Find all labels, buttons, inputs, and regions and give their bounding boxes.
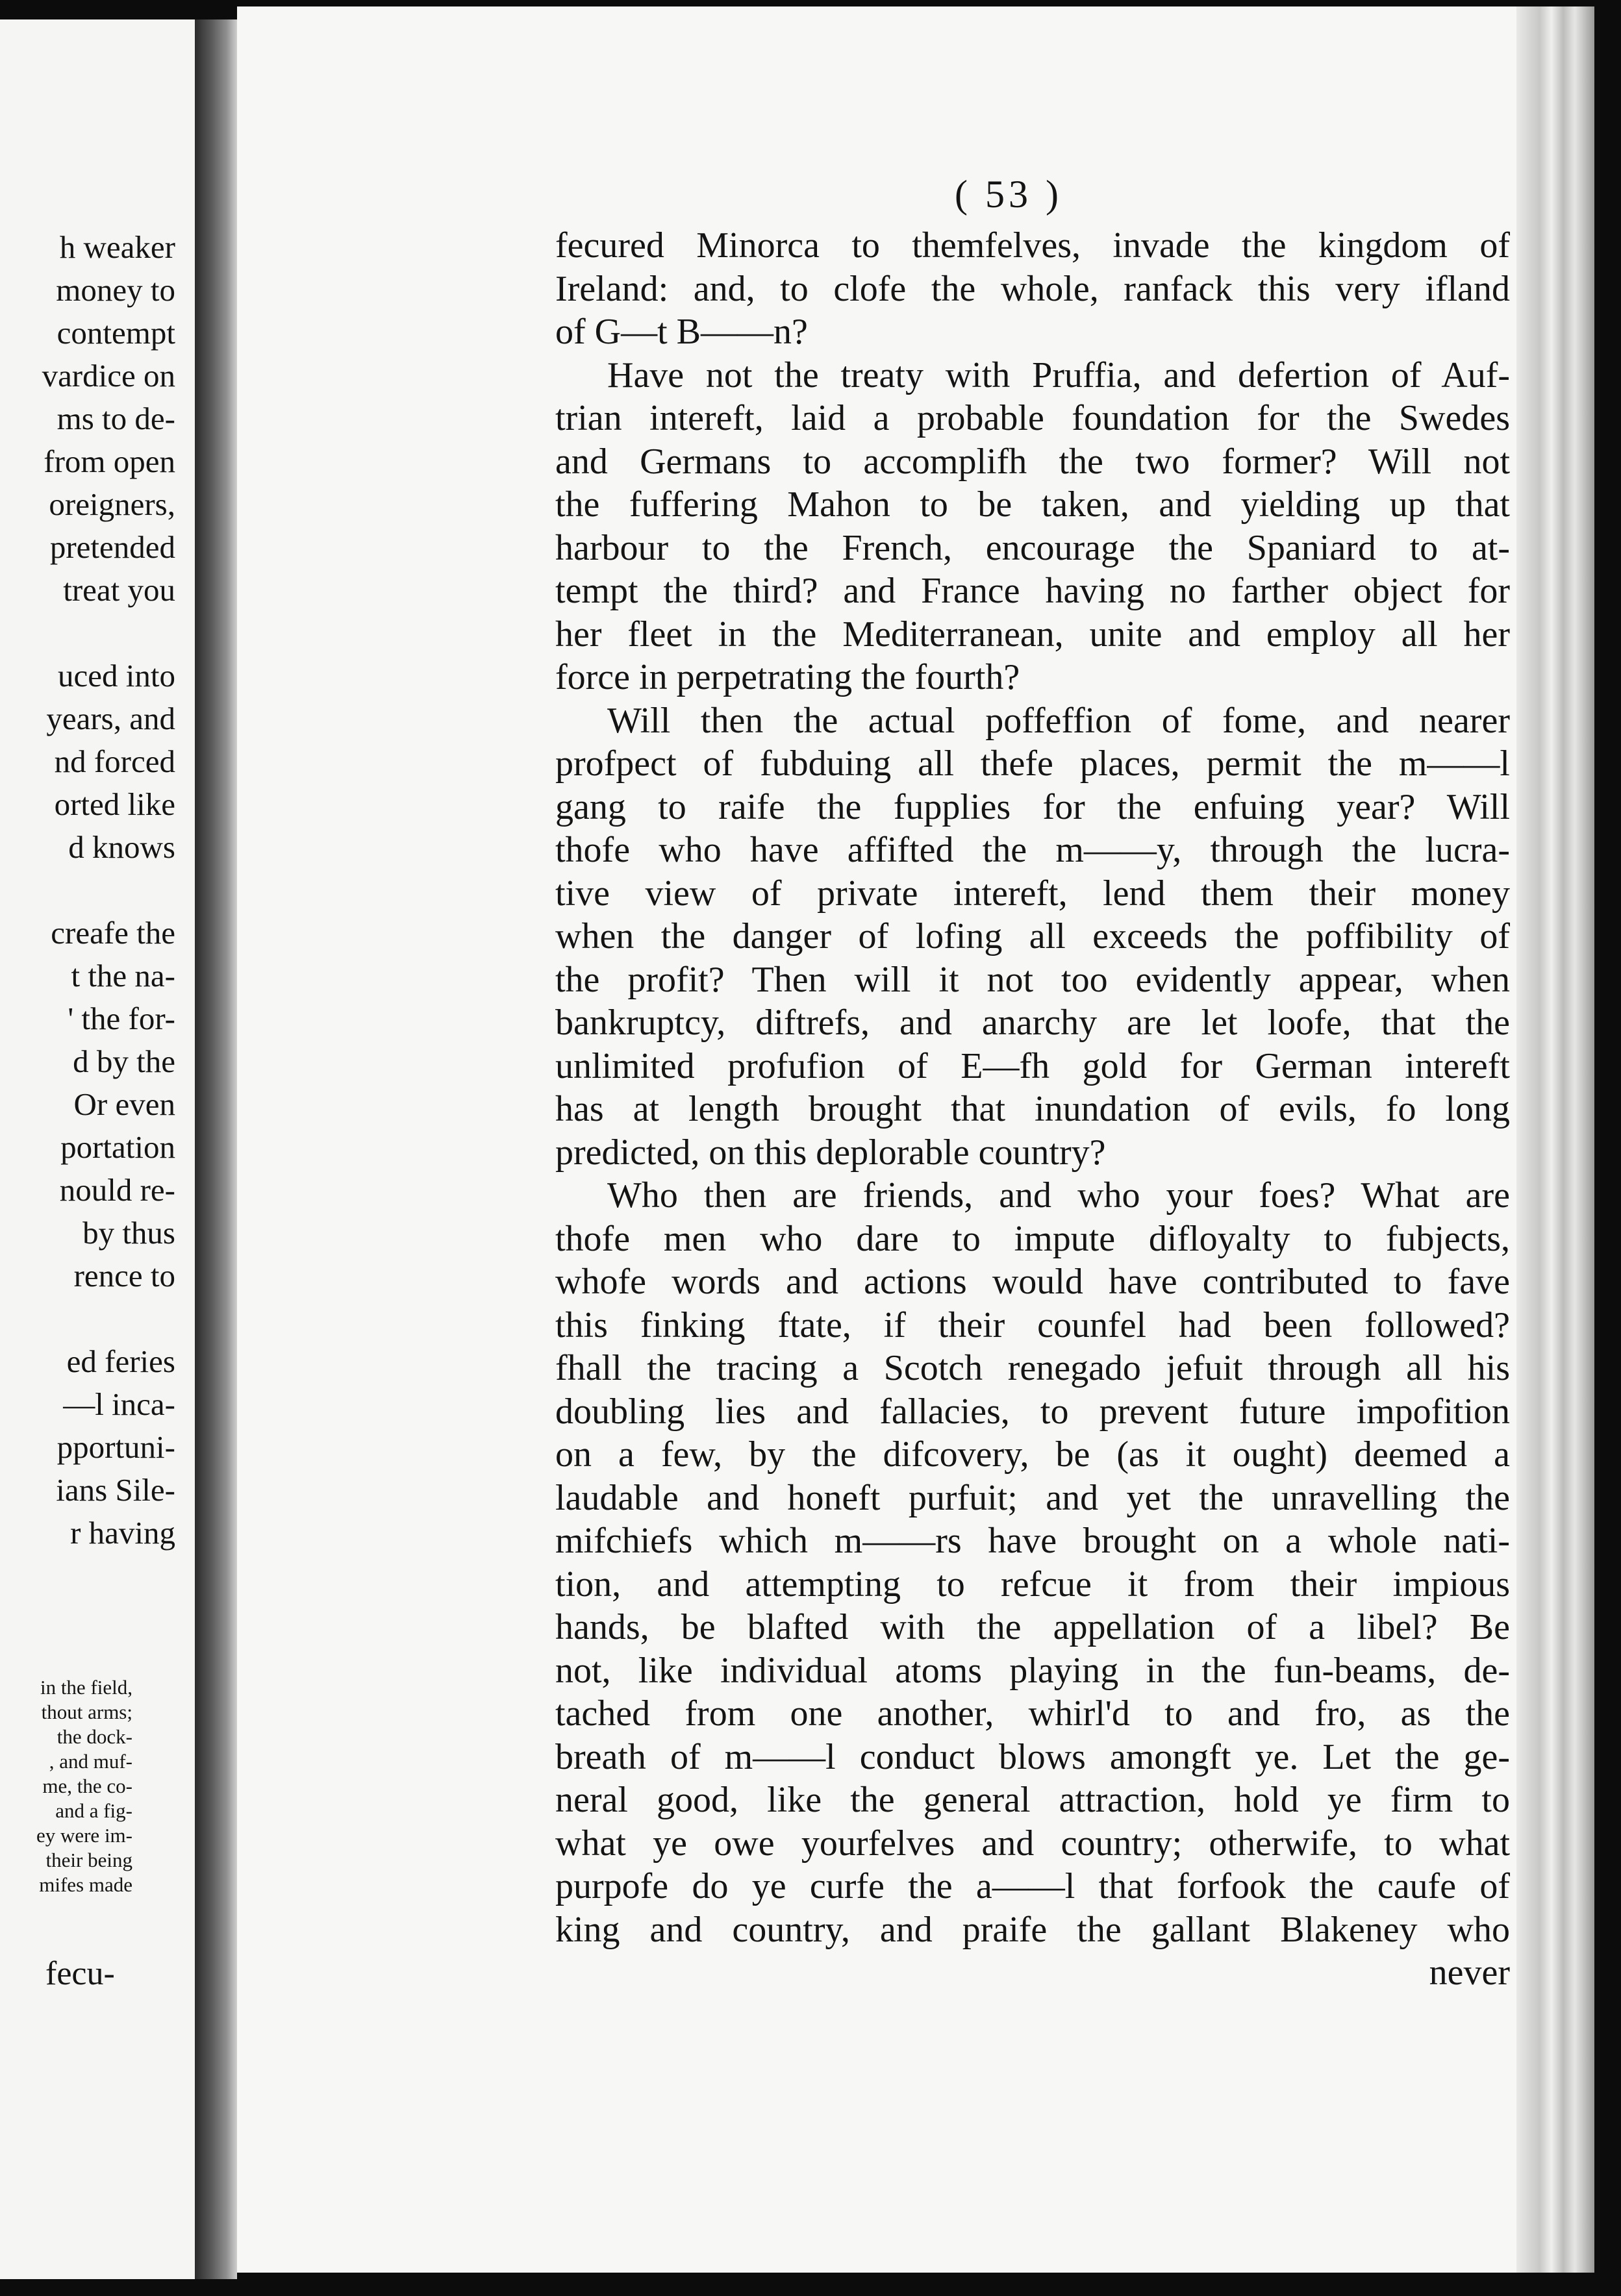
facing-page-line: nd forced bbox=[54, 743, 175, 779]
text-line: what ye owe yourfelves and country; otherwife, to what bbox=[555, 1823, 1510, 1864]
facing-page-line: pretended bbox=[49, 529, 175, 565]
facing-page-line: —l inca- bbox=[63, 1386, 175, 1422]
text-line: Who then are friends, and who your foes? What are bbox=[607, 1175, 1510, 1216]
facing-page-line: years, and bbox=[46, 701, 175, 736]
text-line: gang to raife the fupplies for the enfuing year? Will bbox=[555, 786, 1510, 827]
facing-page-line: d by the bbox=[73, 1043, 175, 1079]
facing-page-line: from open bbox=[44, 443, 175, 479]
facing-page-line bbox=[0, 1297, 175, 1340]
facing-page-line: treat you bbox=[63, 572, 175, 608]
text-line: profpect of fubduing all thefe places, permit the m——l bbox=[555, 743, 1510, 784]
text-line: neral good, like the general attraction, hold ye firm to bbox=[555, 1780, 1510, 1820]
facing-page-line: ' the for- bbox=[68, 1001, 175, 1036]
facing-page-line: r having bbox=[70, 1515, 175, 1551]
facing-page-catchword: fecu- bbox=[45, 1955, 115, 1992]
facing-page-line: creafe the bbox=[51, 915, 175, 951]
text-line: tached from one another, whirl'd to and fro, as the bbox=[555, 1693, 1510, 1734]
facing-page bbox=[0, 19, 195, 2279]
text-line: has at length brought that inundation of evils, fo long bbox=[555, 1089, 1510, 1129]
body-text bbox=[555, 224, 1510, 1995]
facing-page-line: orted like bbox=[54, 786, 175, 822]
facing-page-line: vardice on bbox=[42, 358, 175, 393]
text-line: purpofe do ye curfe the a——l that forfook the caufe of bbox=[555, 1866, 1510, 1906]
text-line: the fuffering Mahon to be taken, and yielding up that bbox=[555, 484, 1510, 525]
text-line: breath of m——l conduct blows amongft ye. Let the ge- bbox=[555, 1736, 1510, 1777]
text-line: mifchiefs which m——rs have brought on a whole nati- bbox=[555, 1521, 1510, 1561]
text-line: whofe words and actions would have contributed to fave bbox=[555, 1262, 1510, 1302]
facing-page-line: ms to de- bbox=[57, 401, 175, 436]
text-line: the profit? Then will it not too evidently appear, when bbox=[555, 959, 1510, 1000]
catchword: never bbox=[1429, 1953, 1510, 1993]
facing-footnote-line: in the field, bbox=[40, 1676, 132, 1699]
facing-page-line: rence to bbox=[73, 1258, 175, 1293]
facing-page-line bbox=[0, 869, 175, 912]
facing-footnote-line: , and muf- bbox=[49, 1750, 132, 1773]
text-line: tion, and attempting to refcue it from their impious bbox=[555, 1564, 1510, 1604]
facing-page-line: pportuni- bbox=[57, 1429, 175, 1465]
text-line: fhall the tracing a Scotch renegado jefuit through all his bbox=[555, 1348, 1510, 1388]
text-line: tive view of private intereft, lend them their money bbox=[555, 873, 1510, 914]
facing-page-line: money to bbox=[56, 272, 175, 308]
text-line: and Germans to accomplifh the two former? Will not bbox=[555, 441, 1510, 482]
facing-footnote-line: the dock- bbox=[57, 1725, 132, 1748]
book-page bbox=[237, 6, 1516, 2273]
facing-page-line: by thus bbox=[82, 1215, 175, 1251]
facing-page-line: portation bbox=[60, 1129, 175, 1165]
page-edges bbox=[1516, 6, 1594, 2273]
facing-footnote-line: me, the co- bbox=[42, 1775, 132, 1797]
facing-page-line: nould re- bbox=[59, 1172, 175, 1208]
facing-footnote-line: their being bbox=[45, 1849, 132, 1871]
text-line: thofe men who dare to impute difloyalty to fubjects, bbox=[555, 1218, 1510, 1259]
text-line: on a few, by the difcovery, be (as it ought) deemed a bbox=[555, 1434, 1510, 1475]
text-line: laudable and honeft purfuit; and yet the unravelling the bbox=[555, 1477, 1510, 1518]
facing-page-line: ians Sile- bbox=[56, 1472, 175, 1508]
facing-page-text bbox=[0, 226, 175, 1554]
facing-page-line bbox=[0, 612, 175, 655]
text-line: Have not the treaty with Pruffia, and defertion of Auf- bbox=[607, 355, 1510, 395]
facing-footnote-line: mifes made bbox=[39, 1873, 132, 1896]
facing-page-line: oreigners, bbox=[49, 486, 175, 522]
text-line: doubling lies and fallacies, to prevent future impofition bbox=[555, 1391, 1510, 1432]
facing-page-line: Or even bbox=[73, 1086, 175, 1122]
facing-footnote-line: and a fig- bbox=[55, 1799, 132, 1822]
text-line: unlimited profufion of E—fh gold for German intereft bbox=[555, 1045, 1510, 1086]
text-line: force in perpetrating the fourth? bbox=[555, 657, 1020, 697]
text-line: predicted, on this deplorable country? bbox=[555, 1132, 1106, 1173]
facing-footnote-line: thout arms; bbox=[41, 1701, 132, 1723]
facing-page-line: contempt bbox=[57, 315, 175, 351]
text-line: thofe who have affifted the m——y, through the lucra- bbox=[555, 830, 1510, 870]
text-line: harbour to the French, encourage the Spaniard to at- bbox=[555, 527, 1510, 568]
text-line: of G—t B——n? bbox=[555, 312, 808, 352]
facing-page-line: d knows bbox=[68, 829, 175, 865]
text-line: fecured Minorca to themfelves, invade the kingdom of bbox=[555, 225, 1510, 266]
text-line: her fleet in the Mediterranean, unite and employ all her bbox=[555, 614, 1510, 655]
facing-page-line: h weaker bbox=[59, 229, 175, 265]
facing-page-line: uced into bbox=[58, 658, 175, 693]
facing-page-line: t the na- bbox=[71, 958, 175, 993]
page-number: ( 53 ) bbox=[955, 173, 1062, 216]
text-line: not, like individual atoms playing in the fun-beams, de- bbox=[555, 1650, 1510, 1691]
text-line: Will then the actual poffeffion of fome, and nearer bbox=[607, 700, 1510, 741]
text-line: hands, be blafted with the appellation of a libel? Be bbox=[555, 1607, 1510, 1647]
text-line: when the danger of lofing all exceeds the poffibility of bbox=[555, 916, 1510, 956]
text-line: this finking ftate, if their counfel had been followed? bbox=[555, 1304, 1510, 1345]
facing-footnote-line: ey were im- bbox=[36, 1824, 132, 1847]
text-line: king and country, and praife the gallant Blakeney who bbox=[555, 1909, 1510, 1950]
text-line: trian intereft, laid a probable foundation for the Swedes bbox=[555, 398, 1510, 438]
text-line: tempt the third? and France having no farther object for bbox=[555, 571, 1510, 611]
text-line: bankruptcy, diftrefs, and anarchy are let loofe, that the bbox=[555, 1003, 1510, 1043]
facing-page-line: ed feries bbox=[66, 1343, 175, 1379]
facing-page-footnote bbox=[3, 1675, 132, 1897]
book-gutter bbox=[195, 19, 237, 2279]
text-line: Ireland: and, to clofe the whole, ranfack this very ifland bbox=[555, 268, 1510, 309]
